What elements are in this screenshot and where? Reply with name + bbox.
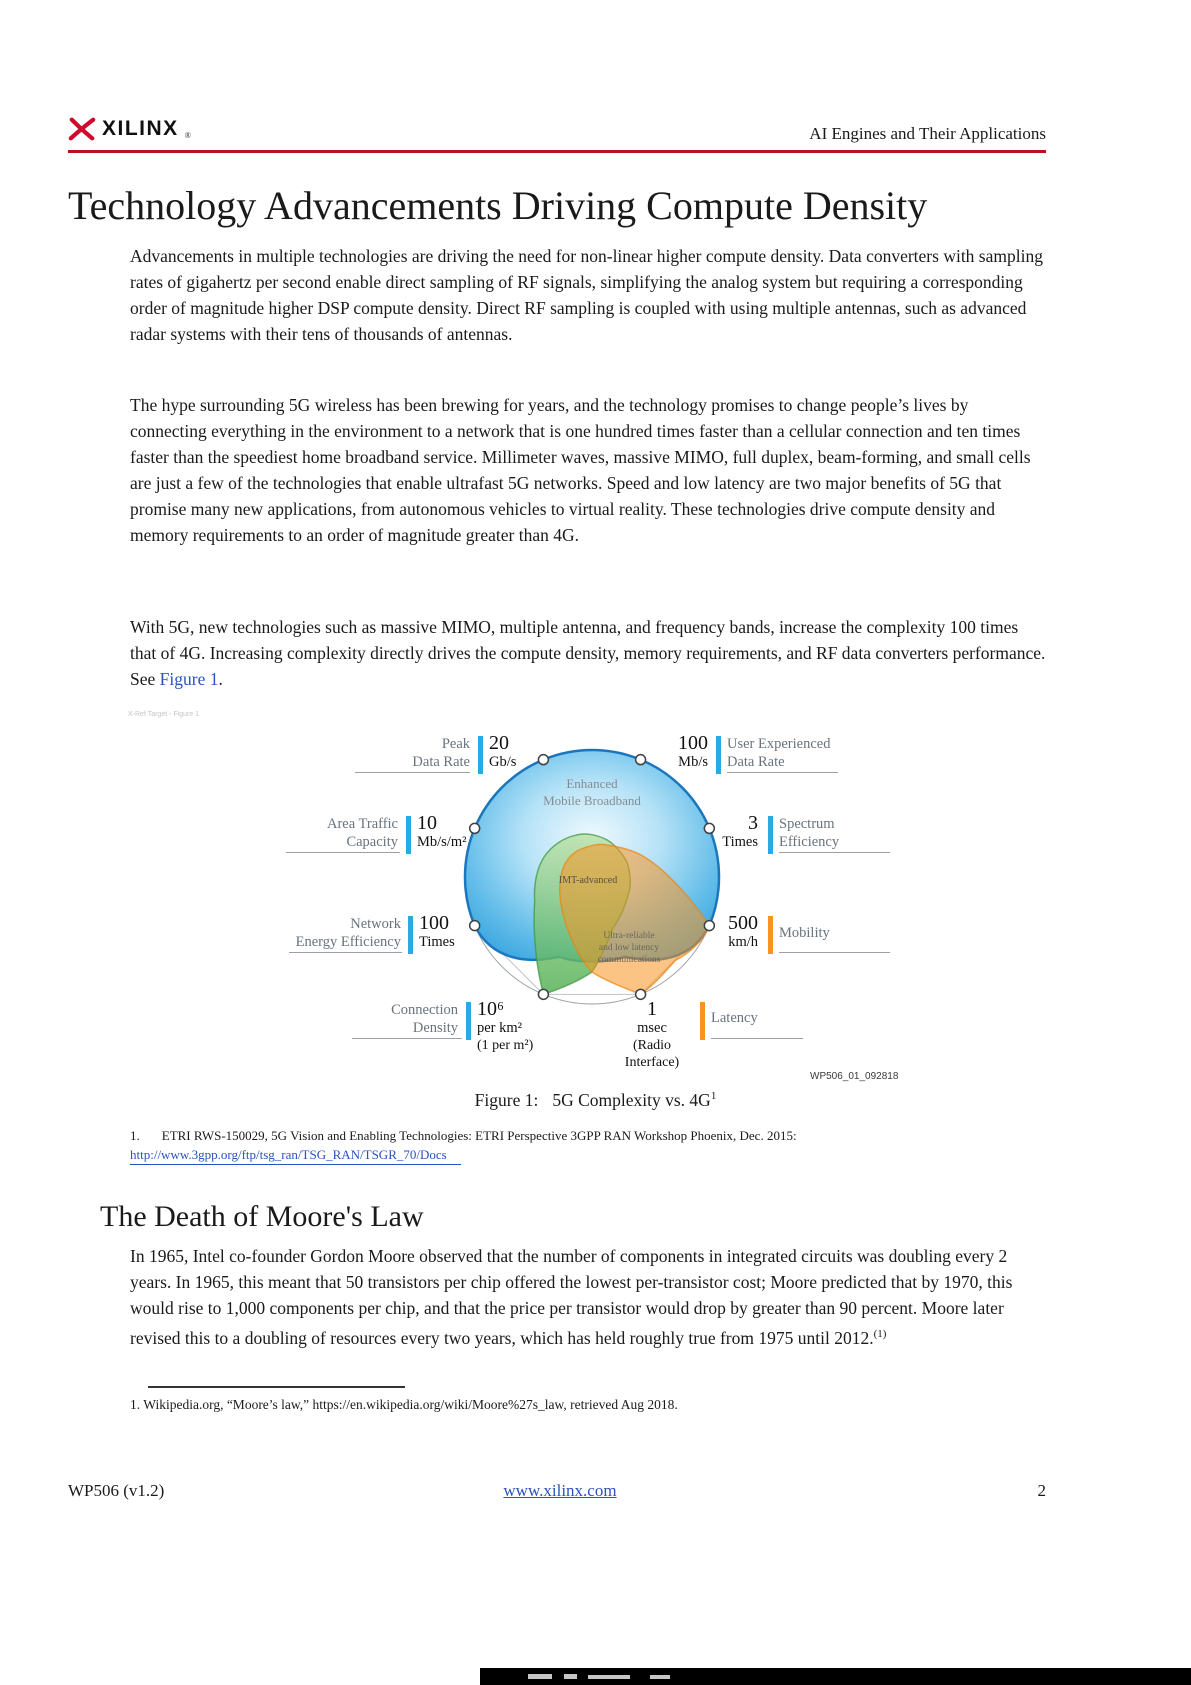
figure-watermark: WP506_01_092818 — [810, 1071, 899, 1082]
xilinx-wordmark: XILINX — [102, 117, 179, 140]
axis-label-spectrum-efficiency: Spectrum Efficiency — [779, 816, 840, 850]
header-rule — [68, 150, 1046, 153]
axis-rule-network-energy-efficiency — [289, 952, 402, 953]
axis-rule-mobility — [779, 952, 890, 953]
figure-1 — [0, 705, 1191, 1095]
axis-value-network-energy-efficiency: 100 Times — [419, 912, 455, 950]
figure-footnote-number: 1. — [130, 1128, 140, 1143]
paragraph-3-text: With 5G, new technologies such as massive MIMO, multiple antenna, and frequency bands, increase the complexity 100 times that of 4G. Increasing complexity directly drives the compute density, memory requirements, and RF data converters performance. See — [130, 617, 1046, 689]
urllc-label-line3: communications — [597, 955, 661, 965]
bottom-bar-text-fragment — [528, 1674, 552, 1679]
xref-target-note: X-Ref Target - Figure 1 — [128, 711, 200, 718]
figure-footnote-link[interactable]: http://www.3gpp.org/ftp/tsg_ran/TSG_RAN/TSGR_70/Docs — [130, 1145, 461, 1165]
axis-value-connection-density: 10⁶ per km² (1 per m²) — [477, 998, 534, 1053]
paragraph-moore — [130, 1243, 1048, 1351]
embb-label-line2: Mobile Broadband — [543, 793, 641, 808]
axis-rule-user-experienced-data-rate — [727, 772, 838, 773]
figure-caption-text: 5G Complexity vs. 4G — [552, 1090, 711, 1110]
bottom-bar — [480, 1668, 1191, 1685]
footer-xilinx-link[interactable]: www.xilinx.com — [503, 1481, 617, 1500]
value-bar-area-traffic-capacity — [406, 816, 411, 854]
value-bar-latency — [700, 1002, 705, 1040]
figure-caption-label: Figure 1: — [474, 1090, 539, 1110]
page-title: Technology Advancements Driving Compute Density — [68, 183, 928, 228]
axis-value-mobility: 500 km/h — [728, 912, 758, 950]
axis-rule-peak-data-rate — [355, 772, 470, 773]
bottom-bar-text-fragment — [588, 1675, 630, 1679]
footnote-divider — [148, 1386, 405, 1388]
axis-rule-connection-density — [352, 1038, 462, 1039]
urllc-label-line1: Ultra-reliable — [603, 931, 655, 941]
paragraph-2: The hype surrounding 5G wireless has been brewing for years, and the technology promises to change people’s lives by connecting everything in the environment to a network that is one hundred times faster than a cellular connection and ten times faster than the speediest home broadband service. Millimeter waves, massive MIMO, full duplex, beam-forming, and small cells are just a few of the technologies that enable ultrafast 5G networks. Speed and low latency are two major benefits of 5G that promise many new applications, from autonomous vehicles to virtual reality. These technologies drive compute density and memory requirements to an order of magnitude greater than 4G. — [130, 395, 1031, 545]
bottom-bar-text-fragment — [564, 1674, 577, 1679]
xilinx-logo — [68, 116, 191, 147]
axis-value-latency: 1 msec (Radio Interface) — [624, 998, 680, 1070]
paragraph-1: Advancements in multiple technologies are driving the need for non-linear higher compute density. Data converters with sampling rates of gigahertz per second enable direct sampling of RF signals, simplifying the analog system but requiring a corresponding order of magnitude higher DSP compute density. Direct RF sampling is coupled with using multiple antennas, such as advanced radar systems with their tens of thousands of antennas. — [130, 246, 1043, 344]
axis-value-area-traffic-capacity: 10 Mb/s/m² — [417, 812, 467, 850]
paragraph-3-period: . — [218, 669, 223, 689]
axis-label-network-energy-efficiency: Network Energy Efficiency — [295, 916, 401, 950]
footer-doc-id: WP506 (v1.2) — [68, 1481, 165, 1500]
figure-caption — [0, 1090, 1191, 1111]
figure-footnote — [130, 1126, 1060, 1165]
section-heading: The Death of Moore's Law — [100, 1200, 424, 1233]
footer-page-number: 2 — [1037, 1481, 1046, 1500]
axis-label-area-traffic-capacity: Area Traffic Capacity — [326, 816, 398, 850]
figure-footnote-text: ETRI RWS-150029, 5G Vision and Enabling Technologies: ETRI Perspective 3GPP RAN Workshop Phoenix, Dec. 2015: — [161, 1128, 797, 1143]
registered-mark: ® — [184, 131, 191, 140]
value-bar-network-energy-efficiency — [408, 916, 413, 954]
axis-label-connection-density: Connection Density — [391, 1002, 458, 1036]
xilinx-x-icon — [68, 116, 96, 147]
figure-caption-superscript: 1 — [710, 1090, 717, 1103]
value-bar-spectrum-efficiency — [768, 816, 773, 854]
axis-value-spectrum-efficiency: 3 Times — [722, 812, 758, 850]
axis-label-mobility: Mobility — [779, 925, 830, 941]
value-bar-connection-density — [466, 1002, 471, 1040]
value-bar-mobility — [768, 916, 773, 954]
header-doc-title: AI Engines and Their Applications — [809, 124, 1046, 143]
axis-rule-spectrum-efficiency — [779, 852, 890, 853]
embb-label-line1: Enhanced — [566, 776, 618, 791]
axis-rule-area-traffic-capacity — [286, 852, 400, 853]
figure-1-link[interactable]: Figure 1 — [159, 669, 219, 689]
footer-center — [0, 1481, 1120, 1501]
paragraph-moore-text: In 1965, Intel co-founder Gordon Moore observed that the number of components in integrated circuits was doubling every 2 years. In 1965, this meant that 50 transistors per chip offered the lowest per-transistor cost; Moore predicted that by 1970, this would rise to 1,000 components per chip, and that the price per transistor would drop by greater than 90 percent. Moore later revised this to a doubling of resources every two years, which has held roughly true from 1975 until 2012. — [130, 1246, 1013, 1348]
axis-label-peak-data-rate: Peak Data Rate — [412, 736, 470, 770]
imt-advanced-label: IMT-advanced — [558, 875, 618, 886]
bottom-footnote: 1. Wikipedia.org, “Moore’s law,” https://en.wikipedia.org/wiki/Moore%27s_law, retrieved Aug 2018. — [130, 1397, 678, 1412]
value-bar-user-experienced-data-rate — [716, 736, 721, 774]
axis-value-peak-data-rate: 20 Gb/s — [489, 732, 517, 770]
axis-value-user-experienced-data-rate: 100 Mb/s — [678, 732, 708, 770]
value-bar-peak-data-rate — [478, 736, 483, 774]
axis-rule-latency — [711, 1038, 803, 1039]
paragraph-moore-superscript: (1) — [873, 1328, 887, 1340]
urllc-label-line2: and low latency — [598, 943, 660, 953]
axis-label-user-experienced-data-rate: User Experienced Data Rate — [727, 736, 831, 770]
bottom-bar-text-fragment — [650, 1675, 670, 1679]
paragraph-3 — [130, 614, 1048, 692]
axis-label-latency: Latency — [711, 1010, 758, 1026]
